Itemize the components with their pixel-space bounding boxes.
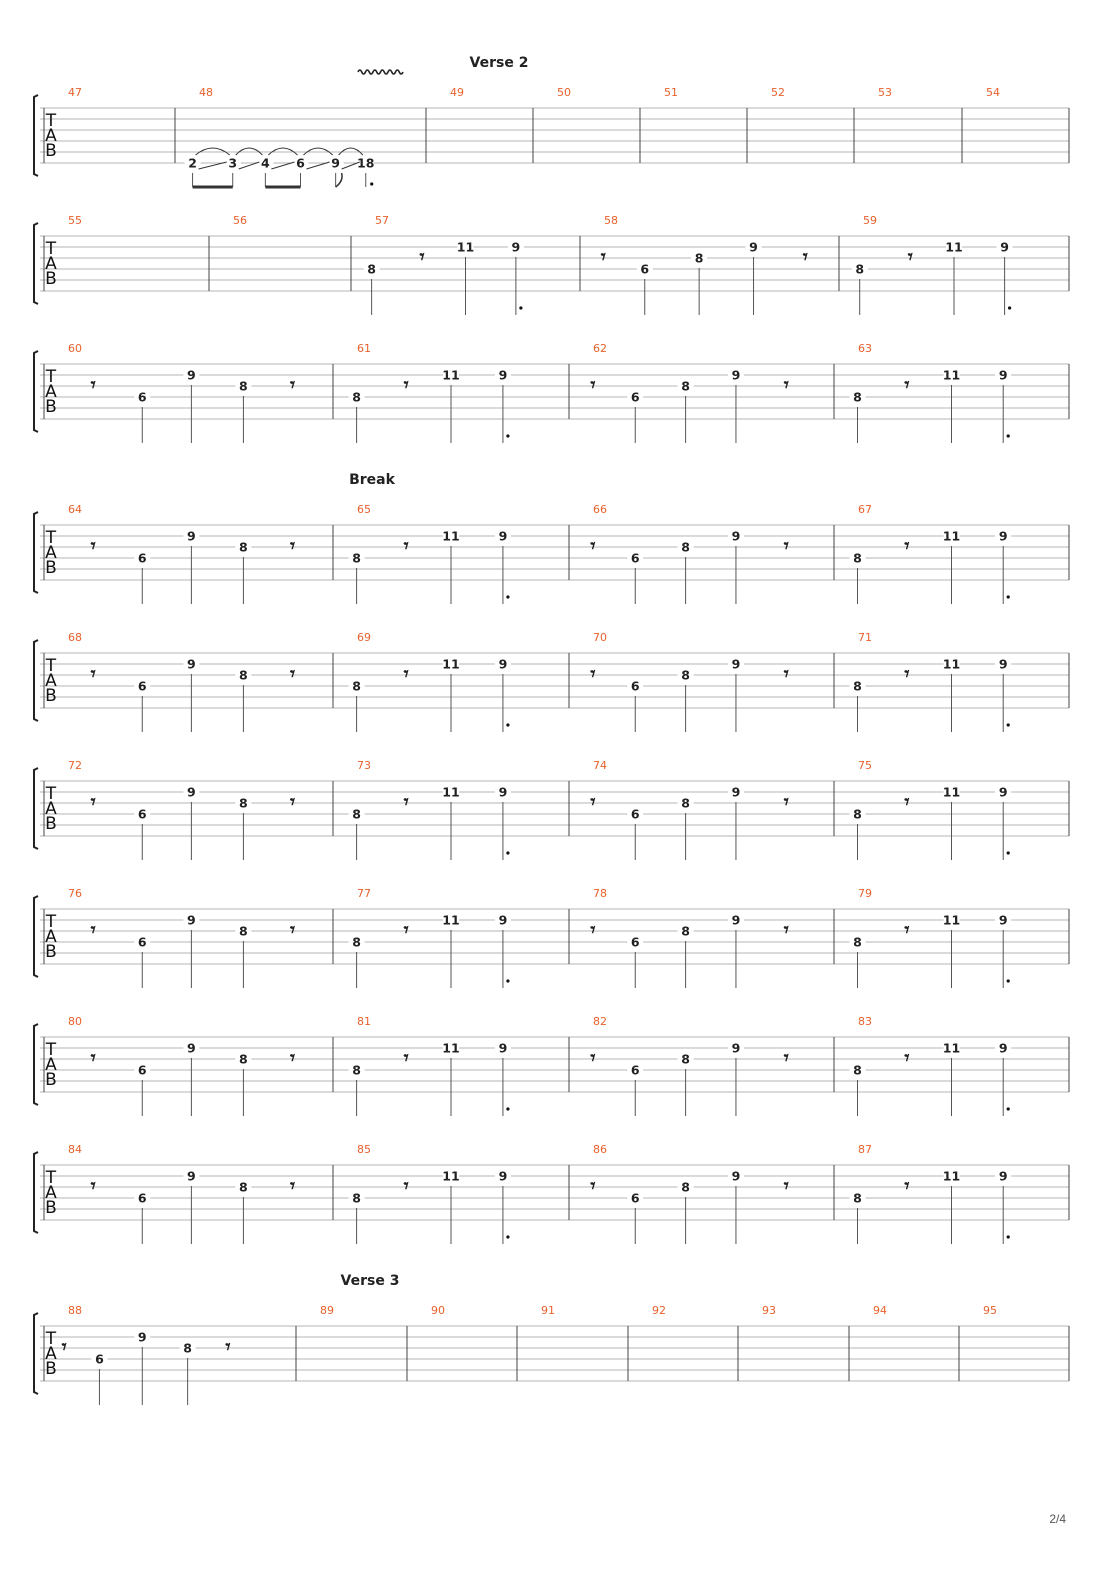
measure-number: 75 [858,759,872,772]
tab-letter: A [45,543,57,563]
fret-number: 8 [853,550,862,566]
tab-letter: B [45,269,57,289]
eighth-rest: 𝄾 [290,1047,296,1069]
fret-number: 9 [498,1168,508,1184]
fret-number: 9 [331,155,340,171]
fret-number: 8 [681,539,690,555]
fret-number: 6 [137,806,147,822]
eighth-rest: 𝄾 [290,919,296,941]
fret-number: 11 [942,367,961,383]
fret-number: 8 [352,389,361,405]
eighth-rest: 𝄾 [403,663,409,685]
dot [1007,595,1010,598]
fret-number: 9 [998,912,1008,928]
fret-number: 6 [630,1190,640,1206]
eighth-rest: 𝄾 [290,535,296,557]
measure-number: 66 [593,503,607,516]
fret-number: 9 [998,784,1008,800]
fret-number: 4 [261,155,270,171]
measure-number: 48 [199,86,213,99]
measure-number: 65 [357,503,371,516]
fret-number: 6 [95,1351,104,1367]
fret-number: 9 [998,1040,1008,1056]
system-bracket [34,351,38,432]
fret-number: 8 [853,1062,862,1078]
measure-number: 74 [593,759,607,772]
tab-letter: T [45,912,57,932]
eighth-rest: 𝄾 [90,1047,96,1069]
tab-letter: B [45,686,57,706]
measure-number: 77 [357,887,371,900]
dot [519,306,522,309]
measure-number: 68 [68,631,82,644]
eighth-rest: 𝄾 [403,374,409,396]
fret-number: 6 [296,155,305,171]
section-heading: Break [349,472,395,488]
eighth-rest: 𝄾 [783,374,789,396]
fret-number: 8 [681,1051,690,1067]
fret-number: 3 [228,155,238,171]
eighth-rest: 𝄾 [403,919,409,941]
eighth-rest: 𝄾 [419,246,425,268]
dot [370,182,373,185]
measure-number: 56 [233,214,247,227]
eighth-rest: 𝄾 [90,374,96,396]
vibrato-icon [358,70,403,74]
eighth-rest: 𝄾 [290,374,296,396]
fret-number: 6 [137,678,147,694]
measure-number: 51 [664,86,678,99]
fret-number: 8 [239,667,248,683]
measure-number: 57 [375,214,389,227]
dot [1007,851,1010,854]
fret-number: 9 [498,784,508,800]
eighth-rest: 𝄾 [290,1175,296,1197]
fret-number: 8 [183,1340,192,1356]
fret-number: 6 [630,806,640,822]
eighth-rest: 𝄾 [904,535,910,557]
measure-number: 55 [68,214,82,227]
system-bracket [34,768,38,849]
fret-number: 8 [681,795,690,811]
fret-number: 9 [998,528,1008,544]
fret-number: 8 [853,934,862,950]
dot [506,1107,509,1110]
system-bracket [34,1024,38,1105]
tab-letter: B [45,1359,57,1379]
fret-number: 9 [731,912,741,928]
eighth-rest: 𝄾 [90,791,96,813]
dot [1008,306,1011,309]
fret-number: 8 [853,389,862,405]
eighth-rest: 𝄾 [600,246,606,268]
measure-number: 54 [986,86,1000,99]
tab-letter: T [45,239,57,259]
system-bracket [34,640,38,721]
eighth-rest: 𝄾 [783,663,789,685]
tab-letter: A [45,1183,57,1203]
fret-number: 11 [456,239,475,255]
eighth-rest: 𝄾 [403,1047,409,1069]
dot [506,851,509,854]
dot [1007,1107,1010,1110]
fret-number: 6 [630,1062,640,1078]
fret-number: 11 [942,784,961,800]
eighth-rest: 𝄾 [403,535,409,557]
measure-number: 78 [593,887,607,900]
fret-number: 8 [681,378,690,394]
eighth-rest: 𝄾 [90,535,96,557]
eighth-rest: 𝄾 [590,919,596,941]
fret-number: 9 [187,1168,196,1184]
measure-number: 88 [68,1304,82,1317]
fret-number: 11 [442,1168,460,1184]
measure-number: 64 [68,503,82,516]
tab-letter: A [45,671,57,691]
fret-number: 9 [998,656,1008,672]
fret-number: 11 [942,912,961,928]
measure-number: 50 [557,86,571,99]
fret-number: 8 [239,1051,248,1067]
fret-number: 6 [630,389,640,405]
dot [1007,434,1010,437]
fret-number: 9 [498,528,508,544]
eighth-rest: 𝄾 [590,1047,596,1069]
eighth-rest: 𝄾 [61,1336,67,1358]
fret-number: 9 [731,784,741,800]
eighth-rest: 𝄾 [783,1047,789,1069]
fret-number: 9 [731,367,741,383]
tab-letter: T [45,367,57,387]
fret-number: 9 [187,912,196,928]
eighth-rest: 𝄾 [90,919,96,941]
fret-number: 8 [367,261,376,277]
dot [1007,979,1010,982]
tab-letter: T [45,1168,57,1188]
fret-number: 9 [731,1040,741,1056]
measure-number: 81 [357,1015,371,1028]
fret-number: 8 [352,1062,361,1078]
measure-number: 82 [593,1015,607,1028]
eighth-rest: 𝄾 [90,1175,96,1197]
measure-number: 52 [771,86,785,99]
fret-number: 8 [681,667,690,683]
fret-number: 6 [630,678,640,694]
fret-number: 8 [352,934,361,950]
measure-number: 95 [983,1304,997,1317]
page-number: 2/4 [1049,1512,1066,1526]
fret-number: 11 [442,784,460,800]
fret-number: 8 [239,378,248,394]
measure-number: 69 [357,631,371,644]
fret-number: 9 [998,367,1008,383]
tab-letter: A [45,927,57,947]
fret-number: 8 [853,678,862,694]
fret-number: 11 [442,528,460,544]
measure-number: 80 [68,1015,82,1028]
fret-number: 9 [498,656,508,672]
fret-number: 11 [942,528,961,544]
tab-letter: B [45,558,57,578]
eighth-rest: 𝄾 [783,1175,789,1197]
fret-number: 9 [187,1040,196,1056]
eighth-rest: 𝄾 [590,535,596,557]
system-bracket [34,896,38,977]
fret-number: 6 [137,1062,147,1078]
measure-number: 58 [604,214,618,227]
dot [506,434,509,437]
tab-letter: B [45,1198,57,1218]
measure-number: 61 [357,342,371,355]
fret-number: 8 [853,1190,862,1206]
eighth-rest: 𝄾 [904,1047,910,1069]
tab-letter: A [45,799,57,819]
measure-number: 87 [858,1143,872,1156]
eighth-rest: 𝄾 [590,374,596,396]
measure-number: 53 [878,86,892,99]
tab-letter: A [45,1055,57,1075]
eighth-rest: 𝄾 [90,663,96,685]
fret-number: 11 [442,912,460,928]
measure-number: 76 [68,887,82,900]
measure-number: 67 [858,503,872,516]
fret-number: 8 [239,539,248,555]
measure-number: 49 [450,86,464,99]
eighth-rest: 𝄾 [783,791,789,813]
measure-number: 47 [68,86,82,99]
measure-number: 90 [431,1304,445,1317]
fret-number: 9 [731,1168,741,1184]
measure-number: 91 [541,1304,555,1317]
tab-letter: B [45,814,57,834]
eighth-rest: 𝄾 [225,1336,231,1358]
fret-number: 8 [239,923,248,939]
system-bracket [34,95,38,176]
fret-number: 8 [352,550,361,566]
fret-number: 9 [187,528,196,544]
fret-number: 11 [942,1040,961,1056]
tab-letter: A [45,254,57,274]
dot [1007,723,1010,726]
tab-letter: T [45,111,57,131]
measure-number: 63 [858,342,872,355]
fret-number: 8 [694,250,704,266]
fret-number: 9 [731,528,741,544]
measure-number: 83 [858,1015,872,1028]
system-bracket [34,512,38,593]
tab-letter: T [45,784,57,804]
measure-number: 59 [863,214,877,227]
dot [506,723,509,726]
eighth-rest: 𝄾 [403,791,409,813]
fret-number: 9 [187,367,196,383]
measure-number: 70 [593,631,607,644]
eighth-rest: 𝄾 [904,663,910,685]
tab-letter: B [45,141,57,161]
measure-number: 72 [68,759,82,772]
measure-number: 86 [593,1143,607,1156]
fret-number: 6 [137,1190,147,1206]
fret-number: 6 [137,934,147,950]
fret-number: 9 [498,367,508,383]
fret-number: 6 [137,550,147,566]
measure-number: 60 [68,342,82,355]
tab-letter: A [45,1344,57,1364]
fret-number: 9 [498,912,508,928]
fret-number: 6 [640,261,650,277]
fret-number: 6 [137,389,147,405]
fret-number: 8 [853,806,862,822]
system-bracket [34,1152,38,1233]
fret-number: 8 [352,1190,361,1206]
fret-number: 8 [681,1179,690,1195]
eighth-rest: 𝄾 [904,374,910,396]
fret-number: 11 [442,1040,460,1056]
tab-letter: B [45,1070,57,1090]
fret-number: 8 [239,1179,248,1195]
eighth-rest: 𝄾 [783,919,789,941]
measure-number: 84 [68,1143,82,1156]
measure-number: 79 [858,887,872,900]
eighth-rest: 𝄾 [907,246,913,268]
fret-number: 11 [945,239,963,255]
eighth-rest: 𝄾 [290,791,296,813]
measure-number: 93 [762,1304,776,1317]
measure-number: 71 [858,631,872,644]
tab-letter: T [45,528,57,548]
eighth-rest: 𝄾 [904,791,910,813]
tab-letter: B [45,397,57,417]
fret-number: 8 [239,795,248,811]
measure-number: 92 [652,1304,666,1317]
eighth-rest: 𝄾 [590,1175,596,1197]
fret-number: 9 [498,1040,508,1056]
eighth-rest: 𝄾 [802,246,808,268]
fret-number: 9 [187,656,196,672]
fret-number: 9 [187,784,196,800]
fret-number: 11 [942,1168,961,1184]
fret-number: 2 [188,155,197,171]
system-bracket [34,1313,38,1394]
fret-number: 11 [442,656,460,672]
fret-number: 9 [731,656,741,672]
eighth-rest: 𝄾 [290,663,296,685]
fret-number: 6 [630,550,640,566]
fret-number: 9 [511,239,521,255]
measure-number: 73 [357,759,371,772]
fret-number: 11 [942,656,961,672]
system-bracket [34,223,38,304]
fret-number: 11 [442,367,460,383]
fret-number: 6 [630,934,640,950]
note-flag [336,173,342,187]
tab-letter: A [45,126,57,146]
eighth-rest: 𝄾 [403,1175,409,1197]
measure-number: 62 [593,342,607,355]
tab-letter: T [45,1040,57,1060]
eighth-rest: 𝄾 [590,791,596,813]
tab-letter: A [45,382,57,402]
tab-letter: B [45,942,57,962]
dot [506,595,509,598]
measure-number: 89 [320,1304,334,1317]
dot [506,979,509,982]
fret-number: 18 [357,155,375,171]
dot [506,1235,509,1238]
measure-number: 94 [873,1304,887,1317]
tab-letter: T [45,1329,57,1349]
eighth-rest: 𝄾 [590,663,596,685]
fret-number: 9 [998,1168,1008,1184]
eighth-rest: 𝄾 [783,535,789,557]
section-heading: Verse 2 [469,55,529,71]
eighth-rest: 𝄾 [904,919,910,941]
dot [1007,1235,1010,1238]
measure-number: 85 [357,1143,371,1156]
fret-number: 8 [681,923,690,939]
fret-number: 8 [855,261,865,277]
fret-number: 9 [749,239,758,255]
fret-number: 9 [1000,239,1009,255]
section-heading: Verse 3 [340,1273,400,1289]
fret-number: 8 [352,806,361,822]
eighth-rest: 𝄾 [904,1175,910,1197]
fret-number: 9 [137,1329,147,1345]
tab-letter: T [45,656,57,676]
fret-number: 8 [352,678,361,694]
